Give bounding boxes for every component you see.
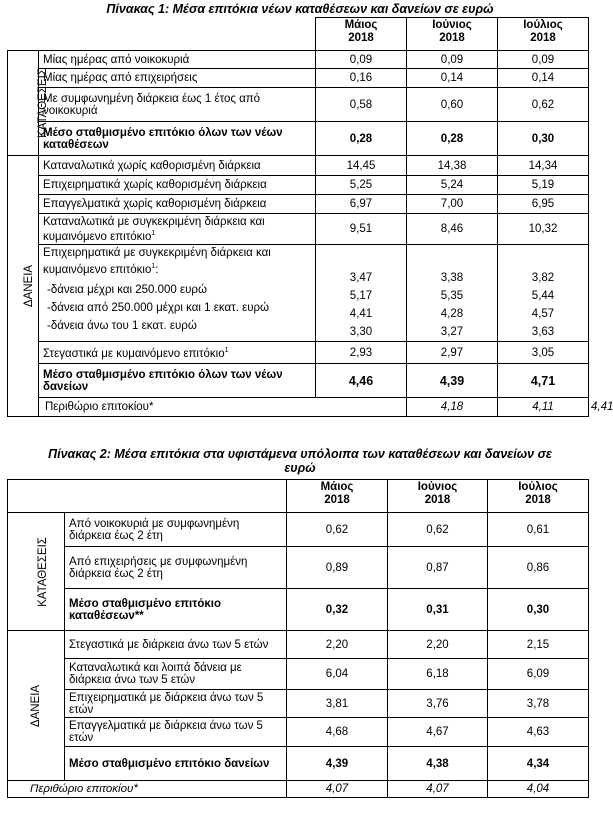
table-row-total xyxy=(8,747,589,781)
cell-value: 0,09 xyxy=(316,51,407,69)
cell-value: 4,07 xyxy=(388,781,488,798)
cell-value: 6,95 xyxy=(498,195,589,214)
cell-value: 14,38 xyxy=(407,156,498,176)
cell-value: 0,28 xyxy=(407,122,498,156)
table2-group-deposits: ΚΑΤΑΘΕΣΕΙΣ xyxy=(8,513,65,631)
cell-value: 4,04 xyxy=(488,781,589,798)
table-row xyxy=(8,176,589,195)
cell-value: 4,34 xyxy=(488,747,589,781)
cell-value: 5,19 xyxy=(498,176,589,195)
table-row-total xyxy=(8,364,589,398)
row-label: Επιχειρηματικά χωρίς καθορισμένη διάρκεια xyxy=(39,176,316,195)
cell-value: 0,62 xyxy=(498,88,589,122)
table2-title: Πίνακας 2: Μέσα επιτόκια στα υφιστάμενα υπόλοιπα των καταθέσεων και δανείων σε ευρώ xyxy=(48,447,552,475)
table1-header-row xyxy=(8,18,589,51)
row-label: Μίας ημέρας από επιχειρήσεις xyxy=(39,69,316,88)
row-label: Μέσο σταθμισμένο επιτόκιο καταθέσεων** xyxy=(65,589,287,631)
table-row xyxy=(8,718,589,747)
cell-value: 0,09 xyxy=(407,51,498,69)
table2-col-june: Ιούνιος 2018 xyxy=(388,480,488,513)
cell-value-stack: 3,47 5,17 4,41 3,30 xyxy=(316,245,407,342)
table2 xyxy=(7,479,589,798)
table2-header-blank xyxy=(8,480,287,513)
row-label: Καταναλωτικά και λοιπά δάνεια με διάρκεια άνω των 5 ετών xyxy=(65,659,287,690)
cell-value: 4,46 xyxy=(316,364,407,398)
cell-value: 8,46 xyxy=(407,214,498,245)
table1-col-july: Ιούλιος 2018 xyxy=(498,18,589,51)
cell-value: 4,18 xyxy=(407,398,498,417)
cell-value: 4,38 xyxy=(388,747,488,781)
cell-value: 2,93 xyxy=(316,342,407,364)
cell-value: 0,32 xyxy=(287,589,388,631)
cell-value: 9,51 xyxy=(316,214,407,245)
row-label: Μέσο σταθμισμένο επιτόκιο όλων των νέων καταθέσεων xyxy=(39,122,316,156)
cell-value-stack: 3,38 5,35 4,28 3,27 xyxy=(407,245,498,342)
table-row xyxy=(8,69,589,88)
cell-value: 4,67 xyxy=(388,718,488,747)
cell-value: 3,78 xyxy=(488,690,589,718)
table-row-margin: Περιθώριο επιτοκίου* 4,18 4,11 4,41 xyxy=(8,398,589,417)
row-label: Με συμφωνημένη διάρκεια έως 1 έτος από νοικοκυριά xyxy=(39,88,316,122)
cell-value: 3,05 xyxy=(498,342,589,364)
row-label: Από επιχειρήσεις με συμφωνημένη διάρκεια έως 2 έτη xyxy=(65,547,287,589)
cell-value: 5,24 xyxy=(407,176,498,195)
cell-value: 0,86 xyxy=(488,547,589,589)
cell-value: 4,39 xyxy=(407,364,498,398)
cell-value: 7,00 xyxy=(407,195,498,214)
table-row xyxy=(8,547,589,589)
table-row-margin xyxy=(8,781,589,798)
cell-value: 0,89 xyxy=(287,547,388,589)
cell-value-stack: 3,82 5,44 4,57 3,63 xyxy=(498,245,589,342)
cell-value: 6,97 xyxy=(316,195,407,214)
table1 xyxy=(7,17,613,417)
table-row xyxy=(8,156,589,176)
table2-col-may: Μάιος 2018 xyxy=(287,480,388,513)
cell-value: 0,09 xyxy=(498,51,589,69)
table1-header-blank xyxy=(8,18,316,51)
table-row xyxy=(8,342,589,364)
table1-col-may: Μάιος 2018 xyxy=(316,18,407,51)
table2-header-row xyxy=(8,480,589,513)
cell-value: 4,63 xyxy=(488,718,589,747)
cell-value: 6,18 xyxy=(388,659,488,690)
cell-value: 0,87 xyxy=(388,547,488,589)
cell-value: 14,34 xyxy=(498,156,589,176)
row-label: Καταναλωτικά με συγκεκριμένη διάρκεια και κυμαινόμενο επιτόκιο$^1$ xyxy=(39,214,316,245)
table-row xyxy=(8,51,589,69)
table-row xyxy=(8,214,589,245)
cell-value: 3,81 xyxy=(287,690,388,718)
table-row-total xyxy=(8,122,589,156)
cell-value: 4,11 xyxy=(498,398,589,417)
cell-value: 0,31 xyxy=(388,589,488,631)
cell-value: 6,09 xyxy=(488,659,589,690)
row-label: Στεγαστικά με κυμαινόμενο επιτόκιο$^1$ xyxy=(39,342,316,364)
cell-value: 4,71 xyxy=(498,364,589,398)
cell-value: 0,30 xyxy=(498,122,589,156)
cell-value: 0,16 xyxy=(316,69,407,88)
table-row xyxy=(8,513,589,547)
row-label: Περιθώριο επιτοκίου* xyxy=(8,781,287,798)
cell-value: 10,32 xyxy=(498,214,589,245)
table2-col-july: Ιούλιος 2018 xyxy=(488,480,589,513)
cell-value: 2,20 xyxy=(388,631,488,659)
cell-value: 0,62 xyxy=(287,513,388,547)
cell-value: 0,28 xyxy=(316,122,407,156)
row-label: Επαγγελματικά χωρίς καθορισμένη διάρκεια xyxy=(39,195,316,214)
table1-group-loans: ΔΑΝΕΙΑ xyxy=(8,156,39,417)
row-label: Καταναλωτικά χωρίς καθορισμένη διάρκεια xyxy=(39,156,316,176)
row-label: Επιχειρηματικά με διάρκεια άνω των 5 ετών xyxy=(65,690,287,718)
row-label: Από νοικοκυριά με συμφωνημένη διάρκεια έως 2 έτη xyxy=(65,513,287,547)
cell-value: 0,14 xyxy=(407,69,498,88)
cell-value: 4,39 xyxy=(287,747,388,781)
cell-value: 0,61 xyxy=(488,513,589,547)
table-row xyxy=(8,195,589,214)
row-label: Μέσο σταθμισμένο επιτόκιο όλων των νέων δανείων xyxy=(39,364,316,398)
cell-value: 0,58 xyxy=(316,88,407,122)
cell-value: 14,45 xyxy=(316,156,407,176)
row-label: Στεγαστικά με διάρκεια άνω των 5 ετών xyxy=(65,631,287,659)
table1-col-june: Ιούνιος 2018 xyxy=(407,18,498,51)
cell-value: 5,25 xyxy=(316,176,407,195)
table-row-business xyxy=(8,245,589,342)
cell-value: 2,15 xyxy=(488,631,589,659)
row-label: Μίας ημέρας από νοικοκυριά xyxy=(39,51,316,69)
cell-value: 4,68 xyxy=(287,718,388,747)
cell-value: 0,14 xyxy=(498,69,589,88)
table-row-total xyxy=(8,589,589,631)
cell-value: 6,04 xyxy=(287,659,388,690)
cell-value: 0,30 xyxy=(488,589,589,631)
table2-group-loans: ΔΑΝΕΙΑ xyxy=(8,631,65,781)
cell-value: 0,62 xyxy=(388,513,488,547)
table-row xyxy=(8,631,589,659)
table-row xyxy=(8,88,589,122)
cell-value: 0,60 xyxy=(407,88,498,122)
row-label: Επιχειρηματικά με συγκεκριμένη διάρκεια και κυμαινόμενο επιτόκιο$^1$: -δάνεια μέχρι και 250.000 ευρώ -δάνεια από 250.000 μέχρι και 1 εκατ. ευρώ -δάνεια άνω του 1 εκατ. ευρώ xyxy=(39,245,316,342)
table-row xyxy=(8,659,589,690)
table-row xyxy=(8,690,589,718)
cell-value: 3,76 xyxy=(388,690,488,718)
cell-value: 2,20 xyxy=(287,631,388,659)
cell-value: 4,07 xyxy=(287,781,388,798)
table1-group-deposits: ΚΑΤΑΘΕΣΕΙΣ xyxy=(8,51,39,156)
table1-title: Πίνακας 1: Μέσα επιτόκια νέων καταθέσεων και δανείων σε ευρώ xyxy=(106,2,494,16)
cell-value: 2,97 xyxy=(407,342,498,364)
row-label: Επαγγελματικά με διάρκεια άνω των 5 ετών xyxy=(65,718,287,747)
row-label: Μέσο σταθμισμένο επιτόκιο δανείων xyxy=(65,747,287,781)
row-label: Περιθώριο επιτοκίου* xyxy=(39,398,407,417)
